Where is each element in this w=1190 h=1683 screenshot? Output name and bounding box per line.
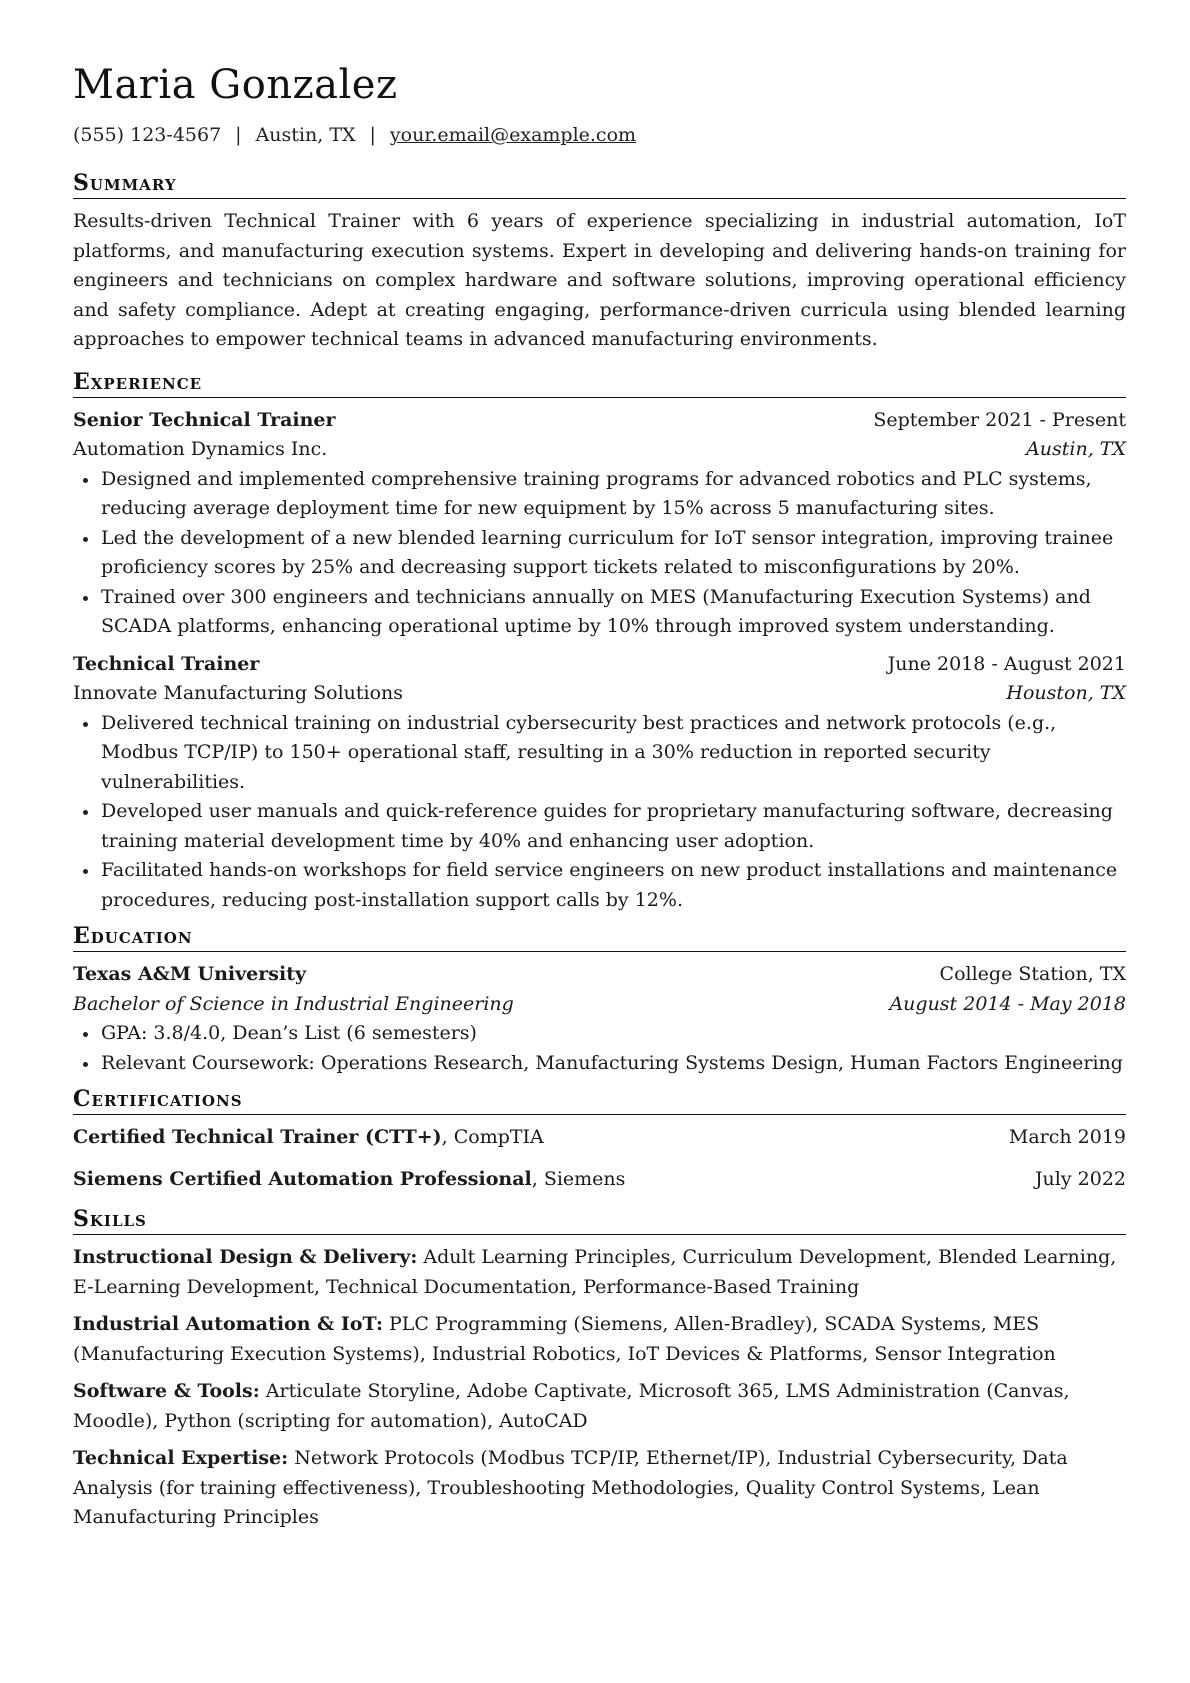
section-title-education: Education bbox=[73, 923, 1126, 952]
skill-label: Technical Expertise: bbox=[73, 1447, 289, 1469]
candidate-name: Maria Gonzalez bbox=[73, 62, 398, 108]
bullet-text: GPA: 3.8/4.0, Dean’s List (6 semesters) bbox=[101, 1022, 477, 1044]
skill-label: Instructional Design & Delivery: bbox=[73, 1246, 418, 1268]
certification-name: Siemens Certified Automation Professional bbox=[73, 1167, 532, 1190]
job-role: Senior Technical Trainer bbox=[73, 408, 336, 431]
bullet-text: Designed and implemented comprehensive training programs for advanced robotics and PLC systems, reducing average deployment time for new equipment by 15% across 5 manufacturing sites. bbox=[101, 467, 1092, 519]
bullet-icon bbox=[83, 596, 88, 601]
education-header bbox=[73, 960, 1126, 990]
bullet-icon bbox=[83, 478, 88, 483]
job-dates: September 2021 - Present bbox=[873, 408, 1126, 431]
bullet-icon bbox=[83, 810, 88, 815]
bullet-text: Facilitated hands-on workshops for field service engineers on new product installations and maintenance procedures, reducing post-installation support calls by 12%. bbox=[101, 859, 1118, 911]
certification-issuer: , CompTIA bbox=[441, 1126, 544, 1148]
section-title-skills: Skills bbox=[73, 1206, 1126, 1235]
job-header bbox=[73, 406, 1126, 436]
bullet-text: Led the development of a new blended learning curriculum for IoT sensor integration, improving trainee proficiency scores by 25% and decreasing support tickets related to misconfigurations by 20%. bbox=[101, 526, 1114, 578]
school-name: Texas A&M University bbox=[73, 963, 307, 985]
job-subheader bbox=[73, 679, 1126, 709]
list-item bbox=[73, 709, 1126, 798]
section-title-experience: Experience bbox=[73, 369, 1126, 398]
job-role: Technical Trainer bbox=[73, 652, 260, 675]
experience-section bbox=[73, 369, 1126, 916]
education-dates: August 2014 - May 2018 bbox=[889, 992, 1126, 1015]
summary-text: Results-driven Technical Trainer with 6 years of experience specializing in industrial automation, IoT platforms, and manufacturing execution systems. Expert in developing and delivering hands-on training for engineers and technicians on complex hardware and software solutions, improving operational efficiency and safety compliance. Adept at creating engaging, performance-driven curricula using blended learning approaches to empower technical teams in advanced manufacturing environments. bbox=[73, 210, 1126, 350]
job-entry bbox=[73, 406, 1126, 642]
skill-text: Articulate Storyline, Adobe Captivate, Microsoft 365, LMS Administration (Canvas, Moodle), Python (scripting for automation), AutoCAD bbox=[73, 1380, 1070, 1432]
job-header bbox=[73, 650, 1126, 680]
certification-row bbox=[73, 1123, 1126, 1153]
resume-page bbox=[73, 62, 1126, 1541]
skill-group bbox=[73, 1243, 1126, 1302]
certification-issuer: , Siemens bbox=[531, 1167, 626, 1190]
education-section bbox=[73, 923, 1126, 1078]
skill-text: Adult Learning Principles, Curriculum Development, Blended Learning, E-Learning Development, Technical Documentation, Performance-Based Training bbox=[73, 1246, 1117, 1298]
bullet-icon bbox=[83, 722, 88, 727]
skill-label: Industrial Automation & IoT: bbox=[73, 1313, 383, 1335]
summary-section bbox=[73, 170, 1126, 355]
job-company: Innovate Manufacturing Solutions bbox=[73, 682, 404, 704]
job-entry bbox=[73, 650, 1126, 916]
bullet-text: Delivered technical training on industrial cybersecurity best practices and network protocols (e.g., Modbus TCP/IP) to 150+ operational staff, resulting in a 30% reduction in reported security vulnerabilities. bbox=[101, 711, 1057, 793]
separator: | bbox=[235, 124, 242, 146]
job-subheader bbox=[73, 435, 1126, 465]
skill-text: Network Protocols (Modbus TCP/IP, Ethernet/IP), Industrial Cybersecurity, Data Analysis (for training effectiveness), Troubleshooting Methodologies, Quality Control Systems, Lean Manufacturing Principles bbox=[73, 1447, 1068, 1528]
certification-entry bbox=[73, 1165, 625, 1195]
education-subheader bbox=[73, 990, 1126, 1020]
bullet-icon bbox=[83, 1032, 88, 1037]
job-dates: June 2018 - August 2021 bbox=[887, 652, 1126, 675]
phone: (555) 123-4567 bbox=[73, 124, 222, 146]
job-location: Austin, TX bbox=[1026, 438, 1126, 460]
bullet-text: Trained over 300 engineers and technicians annually on MES (Manufacturing Execution Systems) and SCADA platforms, enhancing operational uptime by 10% through improved system understanding. bbox=[101, 585, 1091, 637]
skill-text: PLC Programming (Siemens, Allen-Bradley), SCADA Systems, MES (Manufacturing Execution Systems), Industrial Robotics, IoT Devices & Platforms, Sensor Integration bbox=[73, 1313, 1056, 1365]
location: Austin, TX bbox=[255, 124, 356, 146]
school-location: College Station, TX bbox=[939, 963, 1126, 985]
certification-row bbox=[73, 1165, 1126, 1195]
education-bullets bbox=[73, 1019, 1126, 1078]
skill-group bbox=[73, 1444, 1126, 1533]
list-item bbox=[73, 465, 1126, 524]
skill-label: Software & Tools: bbox=[73, 1380, 260, 1402]
certification-date: March 2019 bbox=[1008, 1126, 1126, 1148]
bullet-text: Relevant Coursework: Operations Research, Manufacturing Systems Design, Human Factors Engineering bbox=[101, 1051, 1123, 1074]
job-location: Houston, TX bbox=[1006, 682, 1126, 704]
section-title-summary: Summary bbox=[73, 170, 1126, 199]
bullet-icon bbox=[83, 1062, 88, 1067]
certifications-section bbox=[73, 1086, 1126, 1194]
certification-date: July 2022 bbox=[1034, 1167, 1126, 1190]
list-item bbox=[73, 583, 1126, 642]
job-bullets bbox=[73, 709, 1126, 916]
separator: | bbox=[369, 124, 376, 146]
skill-group bbox=[73, 1377, 1126, 1436]
contact-line bbox=[73, 122, 1126, 148]
email-link[interactable]: your.email@example.com bbox=[389, 124, 637, 146]
list-item bbox=[73, 1049, 1126, 1079]
job-bullets bbox=[73, 465, 1126, 642]
job-company: Automation Dynamics Inc. bbox=[73, 438, 328, 460]
degree: Bachelor of Science in Industrial Engineering bbox=[73, 992, 514, 1015]
list-item bbox=[73, 856, 1126, 915]
skills-section bbox=[73, 1206, 1126, 1533]
bullet-icon bbox=[83, 537, 88, 542]
certification-name: Certified Technical Trainer (CTT+) bbox=[73, 1126, 442, 1148]
list-item bbox=[73, 1019, 1126, 1049]
certification-entry bbox=[73, 1123, 544, 1153]
bullet-icon bbox=[83, 869, 88, 874]
list-item bbox=[73, 524, 1126, 583]
section-title-certifications: Certifications bbox=[73, 1086, 1126, 1115]
list-item bbox=[73, 797, 1126, 856]
skill-group bbox=[73, 1310, 1126, 1369]
bullet-text: Developed user manuals and quick-reference guides for proprietary manufacturing software, decreasing training material development time by 40% and enhancing user adoption. bbox=[101, 800, 1113, 852]
